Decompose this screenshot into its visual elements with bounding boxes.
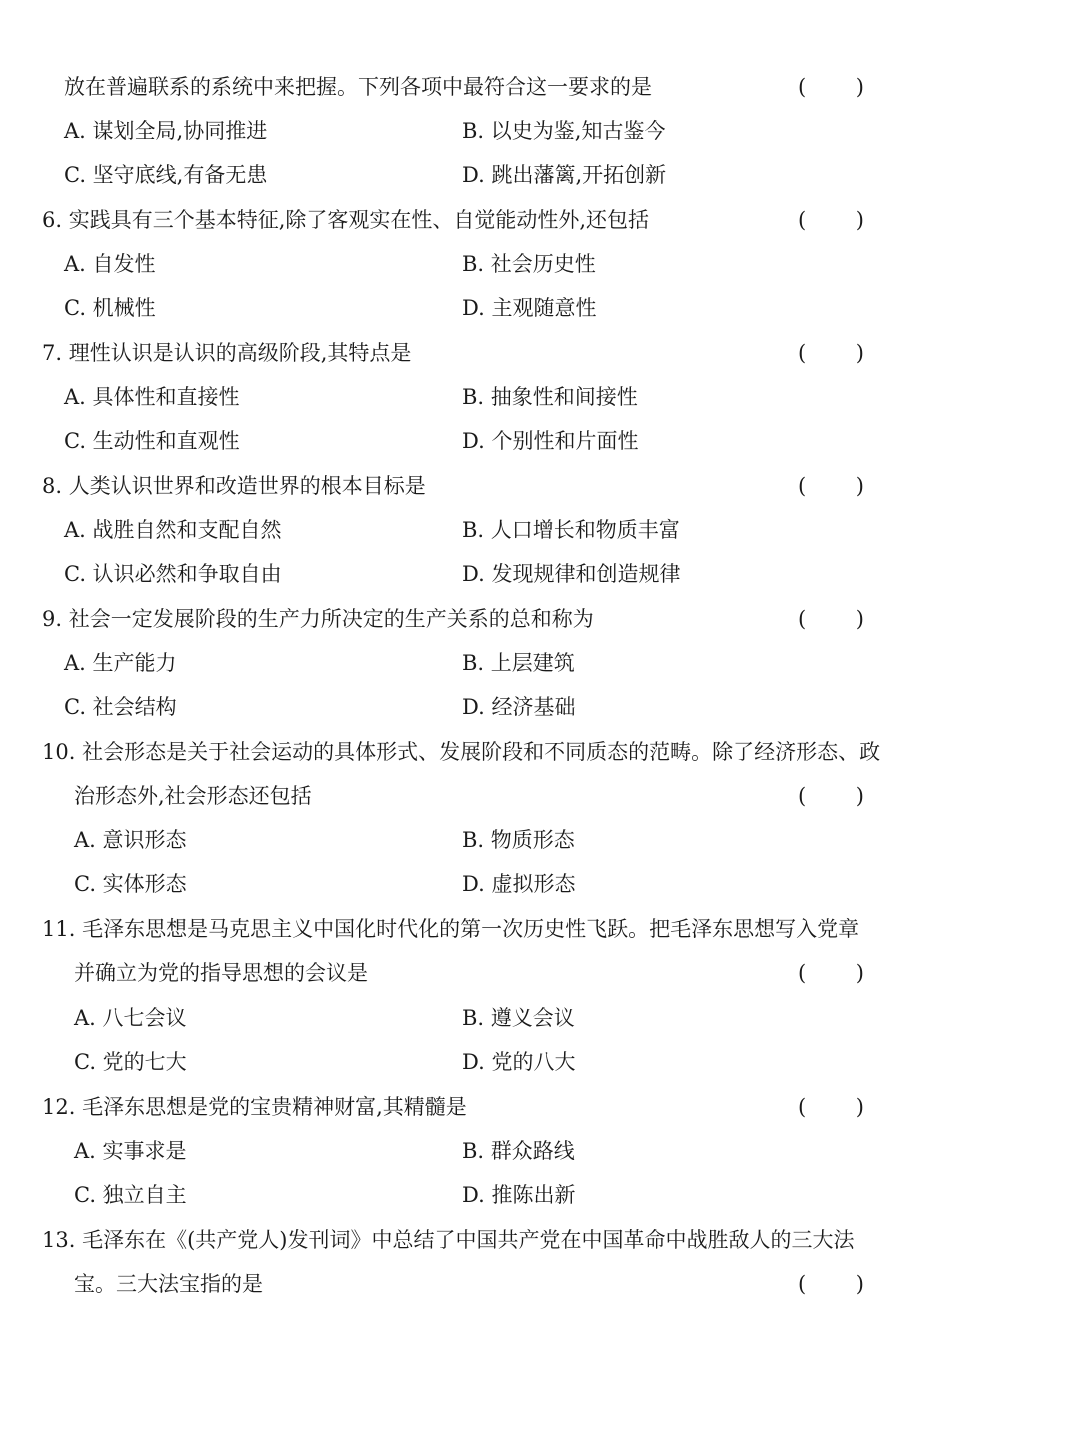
option-a: A. 谋划全局,协同推进 — [64, 119, 268, 143]
answer-bracket: ( ) — [798, 1272, 864, 1296]
option-c: C. 生动性和直观性 — [64, 429, 240, 453]
option-c: C. 实体形态 — [74, 872, 187, 896]
option-d: D. 经济基础 — [462, 695, 576, 719]
option-a: A. 具体性和直接性 — [64, 385, 240, 409]
option-d: D. 推陈出新 — [462, 1183, 576, 1207]
question-stem-continued: 并确立为党的指导思想的会议是 — [74, 961, 368, 985]
answer-bracket: ( ) — [798, 208, 864, 232]
option-d: D. 虚拟形态 — [462, 872, 576, 896]
option-a: A. 战胜自然和支配自然 — [64, 518, 282, 542]
question-stem: 9. 社会一定发展阶段的生产力所决定的生产关系的总和称为 — [42, 607, 594, 631]
option-a: A. 自发性 — [64, 252, 156, 276]
question-stem: 7. 理性认识是认识的高级阶段,其特点是 — [42, 341, 412, 365]
option-d: D. 个别性和片面性 — [462, 429, 639, 453]
answer-bracket: ( ) — [798, 1095, 864, 1119]
answer-bracket: ( ) — [798, 341, 864, 365]
question-stem-continued: 宝。三大法宝指的是 — [74, 1272, 263, 1296]
option-d: D. 党的八大 — [462, 1050, 576, 1074]
answer-bracket: ( ) — [798, 474, 864, 498]
option-b: B. 上层建筑 — [462, 651, 575, 675]
answer-bracket: ( ) — [798, 607, 864, 631]
question-stem: 12. 毛泽东思想是党的宝贵精神财富,其精髓是 — [42, 1095, 467, 1119]
option-b: B. 人口增长和物质丰富 — [462, 518, 680, 542]
option-b: B. 社会历史性 — [462, 252, 596, 276]
option-d: D. 发现规律和创造规律 — [462, 562, 681, 586]
option-b: B. 物质形态 — [462, 828, 575, 852]
option-b: B. 群众路线 — [462, 1139, 575, 1163]
question-stem: 11. 毛泽东思想是马克思主义中国化时代化的第一次历史性飞跃。把毛泽东思想写入党章 — [42, 917, 860, 941]
option-c: C. 独立自主 — [74, 1183, 187, 1207]
option-c: C. 机械性 — [64, 296, 156, 320]
answer-bracket: ( ) — [798, 784, 864, 808]
answer-bracket: ( ) — [798, 75, 864, 99]
option-a: A. 实事求是 — [74, 1139, 187, 1163]
option-c: C. 党的七大 — [74, 1050, 187, 1074]
question-stem-continued: 治形态外,社会形态还包括 — [74, 784, 312, 808]
option-a: A. 生产能力 — [64, 651, 177, 675]
option-a: A. 八七会议 — [74, 1006, 187, 1030]
option-b: B. 抽象性和间接性 — [462, 385, 638, 409]
question-stem: 10. 社会形态是关于社会运动的具体形式、发展阶段和不同质态的范畴。除了经济形态、政 — [42, 740, 881, 764]
option-d: D. 跳出藩篱,开拓创新 — [462, 163, 667, 187]
option-a: A. 意识形态 — [74, 828, 187, 852]
question-stem: 放在普遍联系的系统中来把握。下列各项中最符合这一要求的是 — [64, 75, 652, 99]
question-stem: 6. 实践具有三个基本特征,除了客观实在性、自觉能动性外,还包括 — [42, 208, 650, 232]
option-c: C. 社会结构 — [64, 695, 177, 719]
answer-bracket: ( ) — [798, 961, 864, 985]
question-stem: 8. 人类认识世界和改造世界的根本目标是 — [42, 474, 426, 498]
option-b: B. 以史为鉴,知古鉴今 — [462, 119, 666, 143]
question-stem: 13. 毛泽东在《(共产党人)发刊词》中总结了中国共产党在中国革命中战胜敌人的三大法 — [42, 1228, 855, 1252]
option-d: D. 主观随意性 — [462, 296, 597, 320]
option-c: C. 坚守底线,有备无患 — [64, 163, 268, 187]
option-b: B. 遵义会议 — [462, 1006, 575, 1030]
option-c: C. 认识必然和争取自由 — [64, 562, 282, 586]
